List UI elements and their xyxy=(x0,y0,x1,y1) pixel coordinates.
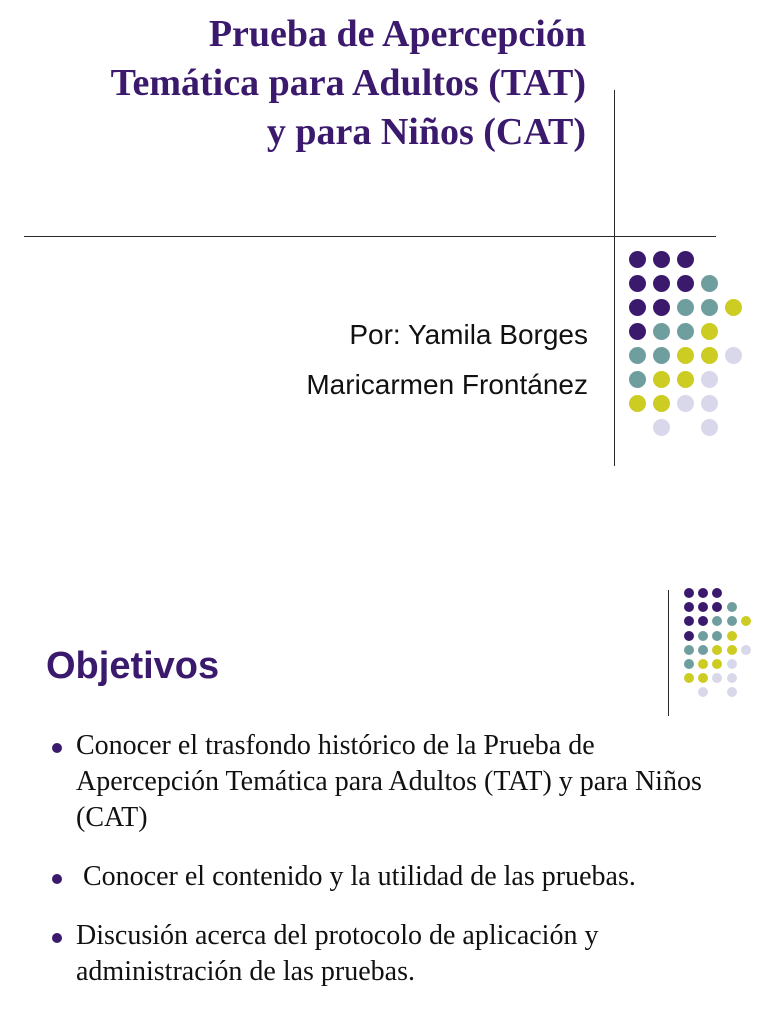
list-item-text: Conocer el contenido y la utilidad de las pruebas. xyxy=(76,861,636,892)
title-line-3: y para Niños (CAT) xyxy=(266,111,586,153)
decorative-dot xyxy=(698,631,708,641)
decorative-dot xyxy=(701,299,718,316)
decorative-dot xyxy=(725,347,742,364)
decorative-dot xyxy=(712,602,722,612)
decorative-dot xyxy=(653,419,670,436)
author-line-2: Maricarmen Frontánez xyxy=(306,369,588,400)
decorative-dot xyxy=(677,395,694,412)
decorative-dot xyxy=(629,323,646,340)
decorative-dot xyxy=(684,631,694,641)
decorative-dot xyxy=(727,659,737,669)
title-line-2: Temática para Adultos (TAT) xyxy=(110,62,586,104)
decorative-dot xyxy=(727,645,737,655)
authors xyxy=(306,310,588,410)
decorative-dot xyxy=(698,687,708,697)
decorative-dot xyxy=(698,588,708,598)
title-line-1: Prueba de Apercepción xyxy=(208,13,586,55)
decorative-dot xyxy=(629,275,646,292)
bullet-dot-icon xyxy=(52,874,62,884)
decorative-dot xyxy=(701,371,718,388)
decorative-dot xyxy=(653,323,670,340)
decorative-dot xyxy=(701,323,718,340)
author-line-1: Por: Yamila Borges xyxy=(349,319,588,350)
decorative-dot xyxy=(684,588,694,598)
decorative-dot xyxy=(629,371,646,388)
list-item xyxy=(46,918,736,990)
decorative-dot xyxy=(684,616,694,626)
decorative-dot xyxy=(629,395,646,412)
decorative-dot xyxy=(701,275,718,292)
decorative-dot xyxy=(698,659,708,669)
decorative-dot xyxy=(727,687,737,697)
decorative-dot xyxy=(701,347,718,364)
decorative-dot xyxy=(629,347,646,364)
decorative-dot xyxy=(712,616,722,626)
decorative-dot xyxy=(712,659,722,669)
list-item-text: Discusión acerca del protocolo de aplicación y administración de las pruebas. xyxy=(76,920,599,987)
decorative-dot xyxy=(684,645,694,655)
decorative-dot xyxy=(677,275,694,292)
decorative-dot xyxy=(712,645,722,655)
decorative-dot xyxy=(684,659,694,669)
presentation-title xyxy=(111,10,586,157)
bullet-dot-icon xyxy=(52,933,62,943)
list-item xyxy=(46,728,736,836)
decorative-dot xyxy=(677,371,694,388)
decorative-dot xyxy=(677,251,694,268)
decorative-dot xyxy=(653,347,670,364)
decorative-dot xyxy=(741,616,751,626)
decorative-dot xyxy=(727,602,737,612)
decorative-dot xyxy=(712,631,722,641)
decorative-dot xyxy=(684,602,694,612)
decorative-dot xyxy=(698,673,708,683)
decorative-dot xyxy=(698,616,708,626)
decorative-dot xyxy=(653,275,670,292)
slide-heading: Objetivos xyxy=(46,645,220,687)
bullet-dot-icon xyxy=(52,743,62,753)
objectives-list xyxy=(46,728,736,1013)
decorative-dot xyxy=(727,616,737,626)
horizontal-divider xyxy=(24,236,716,237)
decorative-dot xyxy=(701,419,718,436)
decorative-dot xyxy=(653,395,670,412)
decorative-dot xyxy=(698,602,708,612)
decorative-dot xyxy=(712,588,722,598)
decorative-dot xyxy=(698,645,708,655)
vertical-divider-small xyxy=(668,590,669,716)
decorative-dot xyxy=(727,631,737,641)
decorative-dot xyxy=(741,645,751,655)
decorative-dot xyxy=(629,299,646,316)
decorative-dot xyxy=(653,251,670,268)
list-item-text: Conocer el trasfondo histórico de la Prueba de Apercepción Temática para Adultos (TAT) y para Niños (CAT) xyxy=(76,730,702,833)
decorative-dot xyxy=(653,371,670,388)
decorative-dot xyxy=(684,673,694,683)
decorative-dot xyxy=(701,395,718,412)
decorative-dot xyxy=(677,299,694,316)
decorative-dot xyxy=(727,673,737,683)
decorative-dot xyxy=(677,323,694,340)
decorative-dot xyxy=(677,347,694,364)
list-item xyxy=(46,859,736,895)
decorative-dot xyxy=(629,251,646,268)
slide-objectives xyxy=(0,512,768,1024)
decorative-dot xyxy=(712,673,722,683)
decorative-dot xyxy=(653,299,670,316)
vertical-divider xyxy=(614,90,615,466)
decorative-dot xyxy=(725,299,742,316)
